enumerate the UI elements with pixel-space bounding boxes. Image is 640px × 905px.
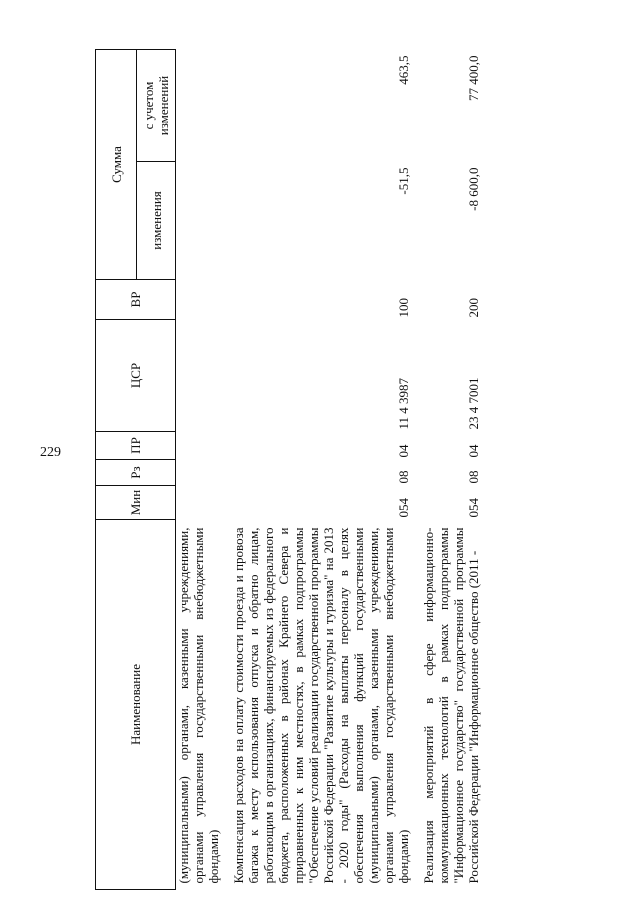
- rotated-table-wrapper: [95, 50, 620, 890]
- row-vr: [176, 280, 222, 320]
- header-sum: Сумма: [96, 50, 137, 280]
- table-row: [176, 50, 222, 890]
- table-row: [231, 50, 411, 890]
- row-name: (муниципальными) органами, казенными учреждениями, органами управления государственными внебюджетными фондами): [176, 527, 221, 884]
- row-rz: [176, 460, 222, 486]
- row-with-change: 77 400,0: [466, 55, 481, 101]
- header-pr: ПР: [96, 432, 176, 460]
- row-change: [176, 162, 222, 280]
- row-vr: 200: [466, 298, 481, 318]
- row-pr: 04: [396, 444, 411, 458]
- header-change: изменения: [137, 162, 176, 280]
- row-change: -8 600,0: [466, 167, 481, 211]
- row-csr: 23 4 7001: [466, 377, 481, 430]
- row-rz: 08: [396, 470, 411, 484]
- page-number: 229: [40, 445, 61, 460]
- header-csr: ЦСР: [96, 320, 176, 432]
- table-row: [421, 50, 481, 890]
- row-pr: [176, 432, 222, 460]
- header-with-change: с учетом изменений: [137, 50, 176, 162]
- header-vr: ВР: [96, 280, 176, 320]
- row-spacer: [411, 50, 421, 890]
- row-name: Компенсация расходов на оплату стоимости проезда и провоза багажа к месту использования отпуска и обратно лицам, работающим в организациях, финансируемых из федерального бюджета, расположенных в районах Крайнего Севера и приравненных к ним местностях, в рамках подпрограммы "Обеспечение условий реализации государственной программы Российской Федерации "Развитие культуры и туризма" на 2013 - 2020 годы" (Расходы на выплаты персоналу в целях обеспечения выполнения функций государственными (муниципальными) органами, казенными учреждениями, органами управления государственными внебюджетными фондами): [231, 527, 411, 884]
- row-vr: 100: [396, 298, 411, 318]
- row-with-change: [176, 50, 222, 162]
- budget-table: [95, 49, 481, 890]
- row-min: 054: [396, 498, 411, 518]
- row-spacer: [221, 50, 231, 890]
- row-name: Реализация мероприятий в сфере информационно-коммуникационных технологий в рамках подпрограммы "Информационное государство" государственной программы Российской Федерации "Информационное общество (2011 -: [421, 527, 481, 884]
- header-name: Наименование: [96, 520, 176, 890]
- row-csr: 11 4 3987: [396, 377, 411, 430]
- row-with-change: 463,5: [396, 55, 411, 85]
- header-rz: Рз: [96, 460, 176, 486]
- header-min: Мин: [96, 486, 176, 520]
- row-min: [176, 486, 222, 520]
- row-pr: 04: [466, 444, 481, 458]
- row-csr: [176, 320, 222, 432]
- row-rz: 08: [466, 470, 481, 484]
- row-min: 054: [466, 498, 481, 518]
- row-change: -51,5: [396, 167, 411, 195]
